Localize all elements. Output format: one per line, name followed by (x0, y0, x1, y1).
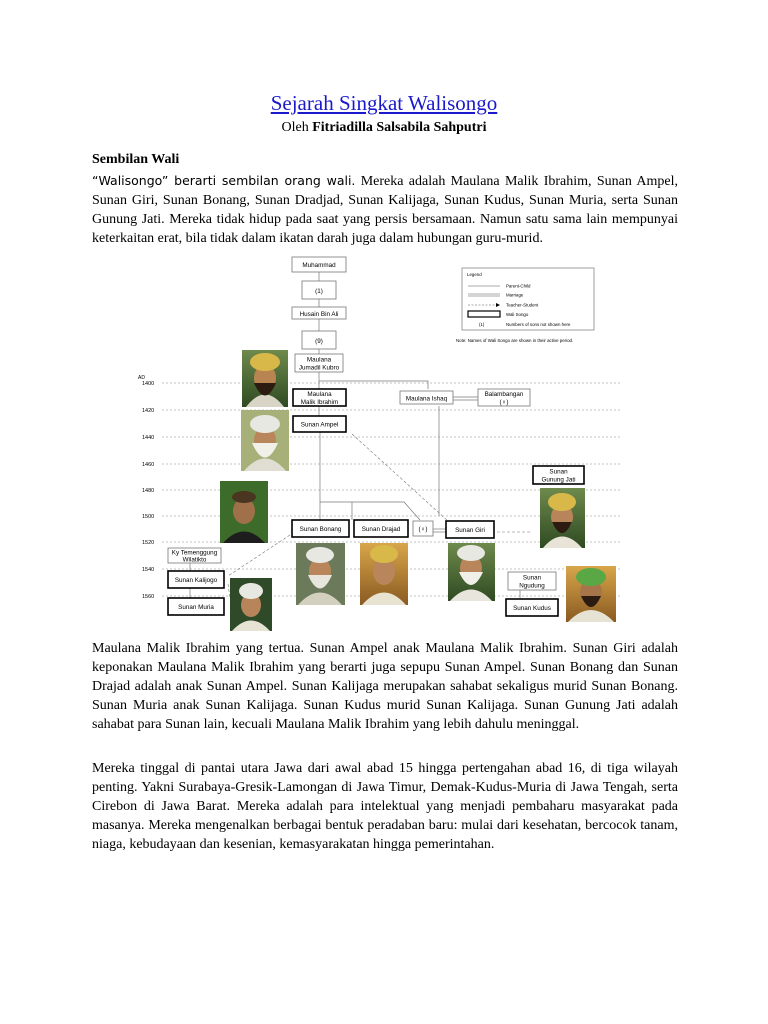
legend-item-teacher-student: Teacher-Student (506, 302, 539, 308)
node-label: (1) (315, 288, 323, 295)
portrait-sunan-kalijaga (220, 481, 268, 543)
node-label: Maulana (307, 391, 332, 398)
node-label: Ky Temenggung (171, 549, 218, 557)
node-label: Malik Ibrahim (300, 399, 339, 406)
year-label: 1440 (142, 435, 155, 441)
node-label: Jumadil Kubro (298, 364, 340, 372)
intro-rest: Mereka adalah Maulana Malik Ibrahim, Sunan Ampel, Sunan Giri, Sunan Bonang, Sunan Dradjad, Sunan Kalijaga, Sunan Kudus, Sunan Muria, serta Sunan Gunung Jati. Mereka tidak hidup pada saat yang persis bersamaan. Namun satu sama lain mempunyai keterkaitan erat, bila tidak dalam ikatan darah juga dalam hubungan guru-murid. (92, 174, 678, 246)
year-label: 1400 (142, 381, 155, 387)
portrait-sunan-bonang (296, 543, 345, 605)
node-sunan-ngudung (508, 572, 556, 590)
legend (456, 268, 594, 343)
year-label: 1460 (142, 462, 155, 468)
node-label: Muhammad (302, 262, 336, 269)
byline (0, 120, 768, 136)
node-muhammad (292, 257, 346, 272)
node-label: Ngudung (519, 582, 545, 590)
node-sunan-gunung-jati (533, 466, 584, 484)
legend-item-marriage: Marriage (506, 292, 524, 298)
node-sons-1 (302, 281, 336, 299)
portrait-sunan-drajad (360, 543, 408, 605)
byline-prefix: Oleh (281, 120, 313, 135)
legend-title: Legend (467, 272, 482, 277)
year-label: 1540 (142, 567, 155, 573)
node-label: Gunung Jati (541, 476, 576, 484)
node-label: Sunan (522, 574, 542, 582)
node-label: Sunan Drajad (361, 526, 401, 533)
regions-paragraph: Mereka tinggal di pantai utara Jawa dari awal abad 15 hingga pertengahan abad 16, di tiga wilayah penting. Yakni Surabaya-Gresik-Lamongan di Jawa Timur, Demak-Kudus-Muria di Jawa Tengah, serta Cirebon di Jawa Barat. Mereka adalah para intelektual yang menjadi pembaharu masyarakat pada masanya. Mereka mengenalkan berbagai bentuk peradaban baru: mulai dari kesehatan, bercocok tanam, niaga, kebudayaan dan kesenian, kemasyarakatan hingga pemerintahan. (92, 761, 678, 852)
document-title[interactable]: Sejarah Singkat Walisongo (270, 91, 498, 115)
byline-author: Fitriadilla Salsabila Sahputri (312, 120, 487, 135)
portrait-sunan-muria (230, 578, 272, 631)
node-sunan-muria (168, 598, 224, 615)
node-label: (9) (315, 338, 323, 345)
node-sunan-kudus (506, 599, 558, 616)
legend-number-example: (1) (479, 322, 485, 327)
node-label: Sunan (549, 468, 568, 476)
node-label: Sunan Kudus (513, 605, 551, 612)
node-label: Maulana Ishaq (405, 395, 448, 403)
portrait-sunan-gunung-jati (540, 488, 585, 548)
node-sunan-ampel (293, 416, 346, 432)
node-label: Sunan Kalijogo (174, 577, 218, 584)
node-sunan-bonang (292, 520, 349, 537)
node-label: Sunan Bonang (299, 526, 342, 533)
node-balambangan (478, 389, 530, 406)
node-label: Maulana (306, 356, 332, 364)
node-label: Sunan Giri (455, 527, 485, 534)
portrait-sunan-giri (448, 543, 495, 601)
node-malik-ibrahim (293, 389, 346, 406)
intro-quoted: “Walisongo” berarti sembilan orang wali. (92, 173, 356, 188)
relationships-paragraph: Maulana Malik Ibrahim yang tertua. Sunan Ampel anak Maulana Malik Ibrahim. Sunan Giri adalah keponakan Maulana Malik Ibrahim yang berarti juga sepupu Sunan Ampel. Sunan Bonang dan Sunan Drajad adalah anak Sunan Ampel. Sunan Kalijaga merupakan sahabat sekaligus murid Sunan Bonang. Sunan Muria anak Sunan Kalijaga. Sunan Kudus murid Sunan Kalijaga. Sunan Gunung Jati adalah sahabat para Sunan lain, kecuali Maulana Malik Ibrahim yang lebih dahulu meninggal. (92, 641, 678, 732)
legend-item-wali-songo: Wali Songo (506, 312, 529, 317)
legend-note: Note: Names of Wali Songo are shown in their active period. (456, 338, 574, 343)
node-jumadil-kubro (295, 354, 343, 372)
year-label: 1520 (142, 540, 155, 546)
node-husain (292, 307, 346, 319)
node-ky-temenggung (168, 548, 221, 564)
node-sunan-kalijogo (168, 571, 224, 588)
node-sons-9 (302, 331, 336, 349)
year-axis (142, 381, 154, 600)
section-heading: Sembilan Wali (92, 152, 180, 167)
node-female (413, 521, 433, 536)
node-label: Sunan Ampel (300, 421, 339, 429)
portrait-sunan-ampel (241, 410, 289, 471)
node-label: (♀) (418, 526, 428, 533)
portrait-sunan-kudus (566, 566, 616, 622)
node-sunan-drajad (354, 520, 408, 537)
walisongo-family-tree (130, 250, 630, 634)
legend-item-parent-child: Parent-Child (506, 283, 531, 289)
legend-item-sons-count: Numbers of sons not shown here (506, 322, 571, 327)
axis-title: AD (138, 375, 145, 381)
node-label: Sunan Muria (178, 604, 214, 611)
node-label: Balambangan (484, 391, 524, 398)
node-sunan-giri (446, 521, 494, 538)
portrait-maulana-malik-ibrahim (242, 350, 288, 407)
node-label: (♀) (499, 399, 509, 406)
intro-paragraph (92, 171, 678, 248)
node-label: Husain Bin Ali (299, 311, 339, 318)
year-label: 1480 (142, 488, 155, 494)
node-maulana-ishaq (400, 391, 453, 404)
year-label: 1420 (142, 408, 155, 414)
year-label: 1560 (142, 594, 155, 600)
node-label: Wilatikto (182, 556, 207, 564)
year-label: 1500 (142, 514, 155, 520)
